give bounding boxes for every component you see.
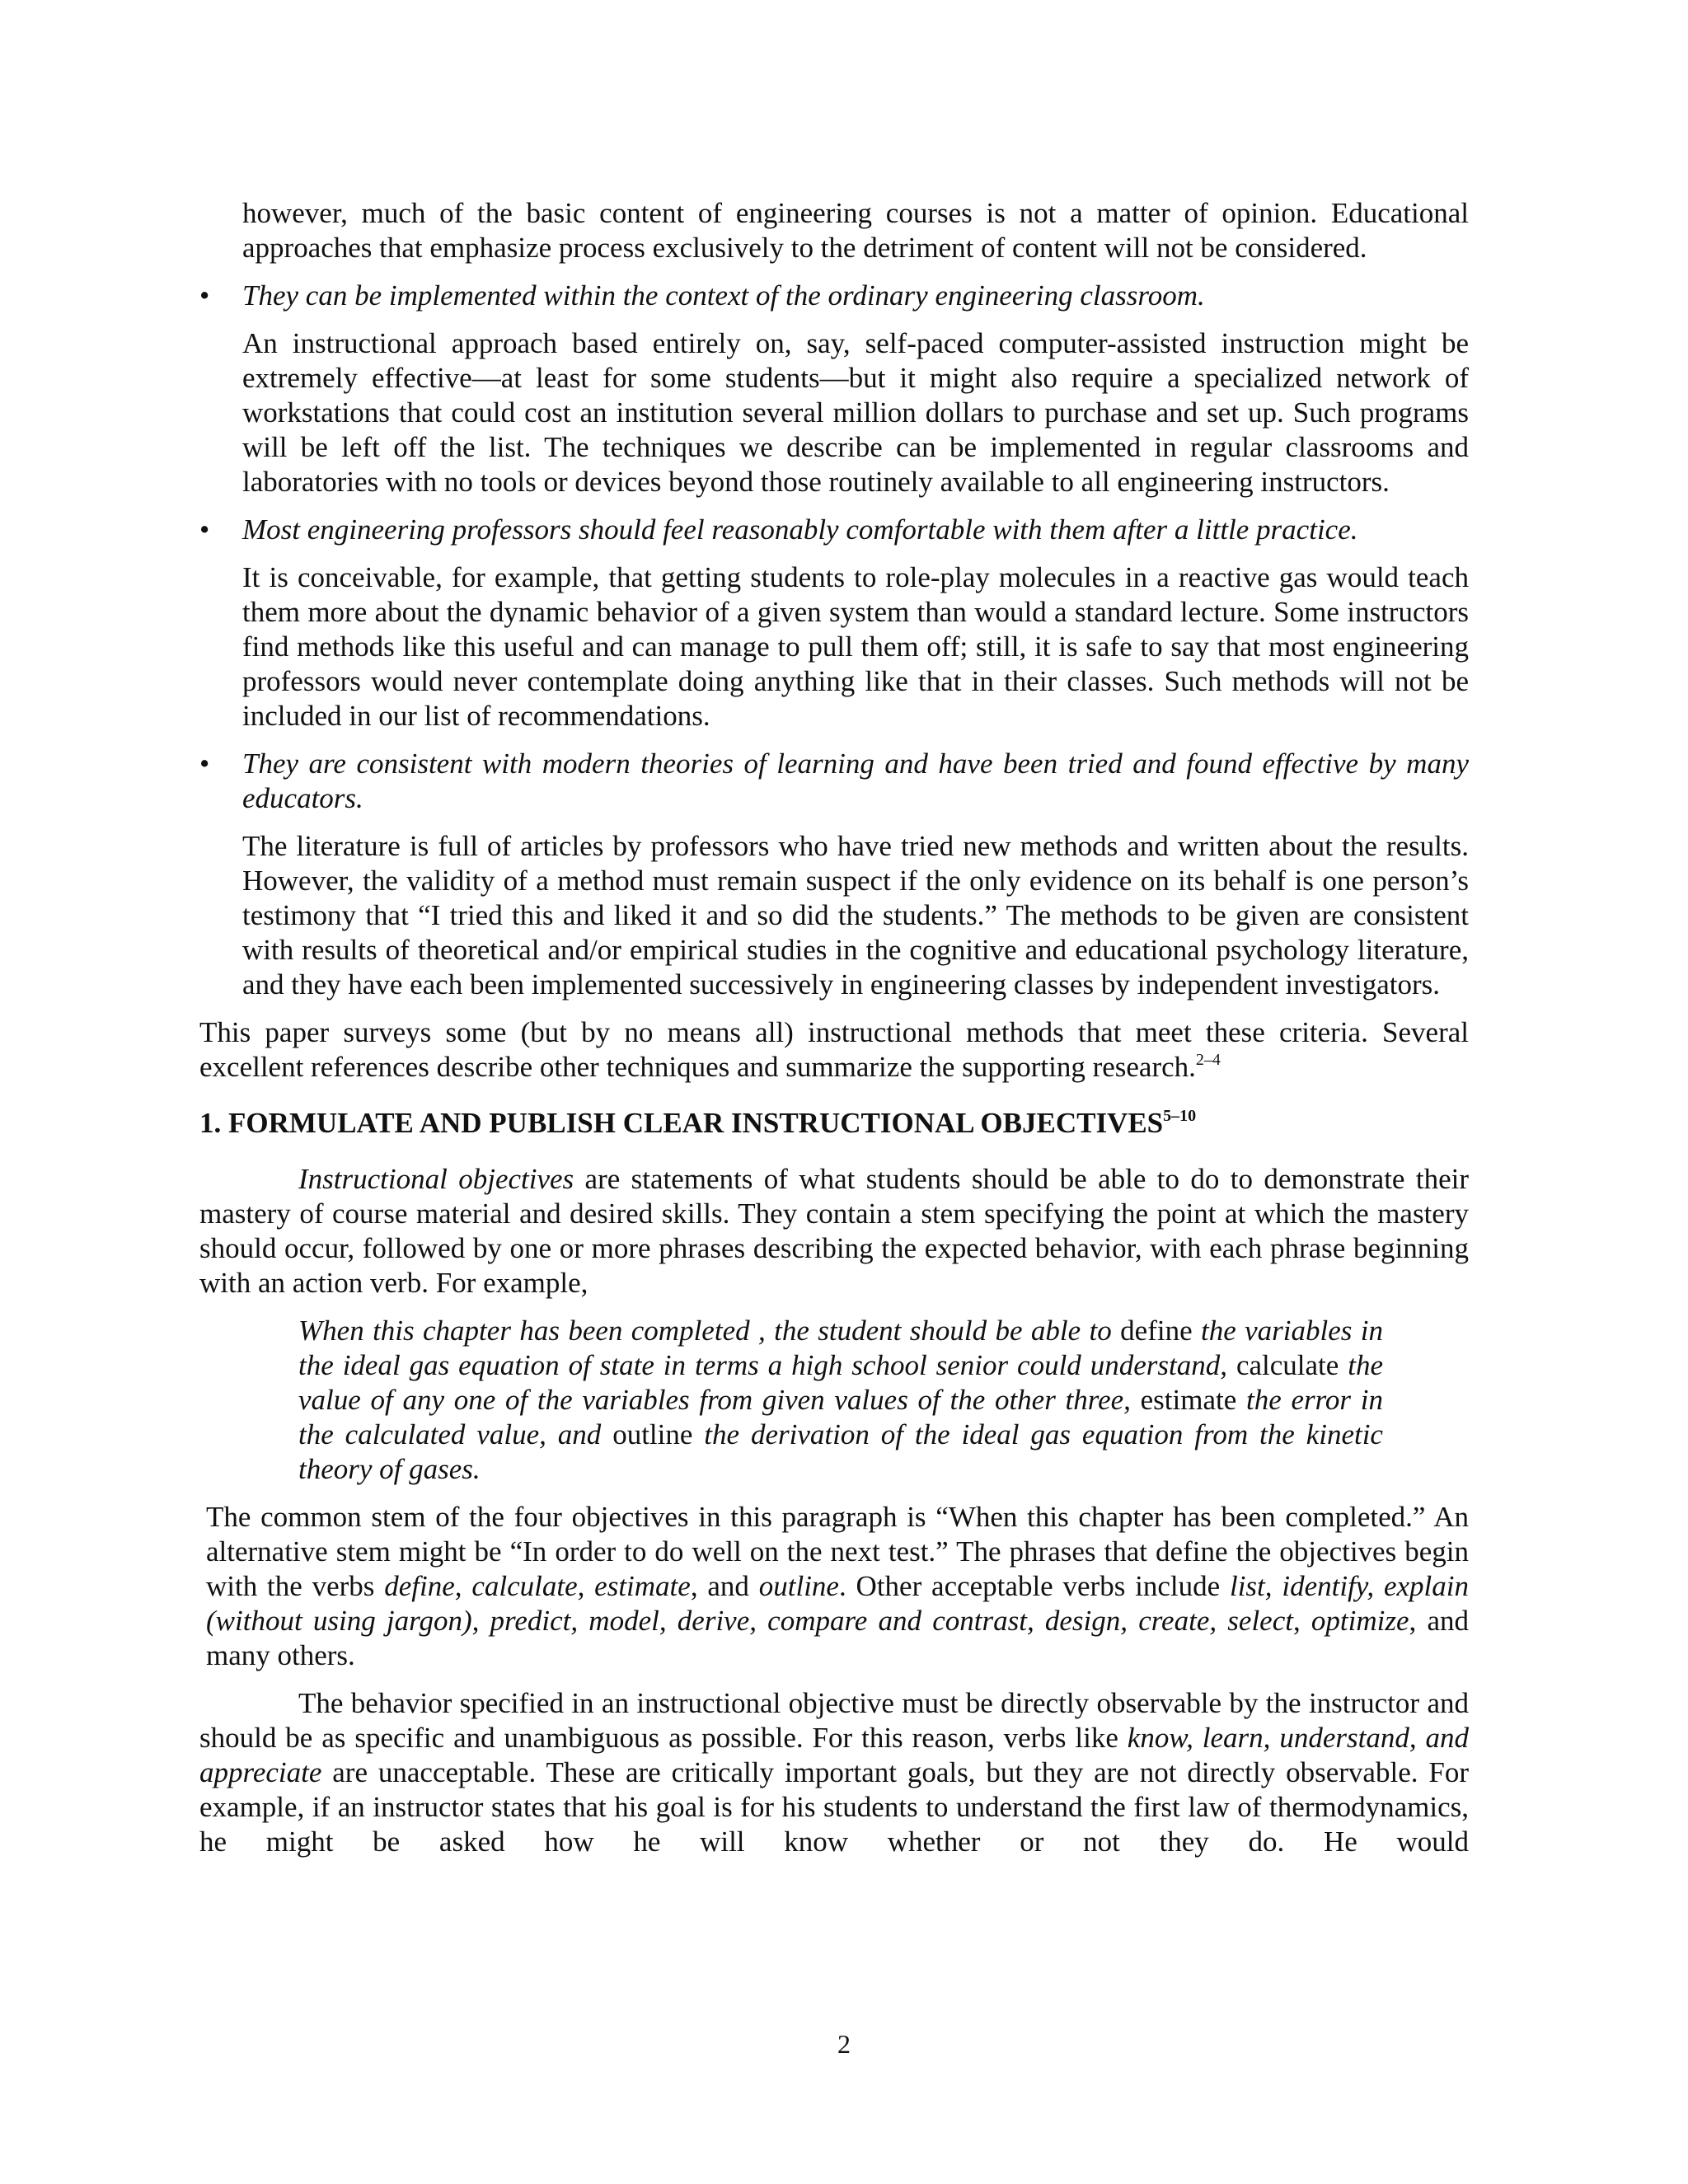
bullet-item (199, 747, 1469, 816)
bullet-heading: They are consistent with modern theories of learning and have been tried and found effective by many educators. (242, 748, 1469, 814)
section-title: 1. FORMULATE AND PUBLISH CLEAR INSTRUCTIONAL OBJECTIVES (199, 1107, 1164, 1139)
bullet-dot-icon: • (199, 279, 210, 312)
bullet-heading: They can be implemented within the context of the ordinary engineering classroom. (242, 279, 1205, 312)
action-verb: calculate (1236, 1349, 1339, 1381)
action-verb: estimate (1140, 1384, 1237, 1416)
example-objective-block: When this chapter has been completed , the student should be able to define the variables in the ideal gas equation of state in terms a high school senior could understand, calculate the value of any one of the variables from given values of the other three, estimate the error in the calculated value, and outline the derivation of the ideal gas equation from the kinetic theory of gases. (298, 1315, 1383, 1485)
behavior-paragraph: The behavior specified in an instructional objective must be directly observable by the instructor and should be as specific and unambiguous as possible. For this reason, verbs like know, learn, understand, and appreciate are unacceptable. These are critically important goals, but they are not directly observable. For example, if an instructor states that his goal is for his students to understand the first law of thermodynamics, he might be asked how he will know whether or not they do. He would (199, 1687, 1469, 1858)
citation: 5–10 (1163, 1107, 1197, 1125)
action-verb: outline (612, 1418, 693, 1451)
stem-paragraph: The common stem of the four objectives in this paragraph is “When this chapter has been completed.” An alternative stem might be “In order to do well on the next test.” The phrases that define the objectives begin with the verbs define, calculate, estimate, and outline. Other acceptable verbs include list, identify, explain (without using jargon), predict, model, derive, compare and contrast, design, create, select, optimize, and many others. (206, 1501, 1470, 1671)
citation: 2–4 (1195, 1051, 1221, 1069)
bullet-body: It is conceivable, for example, that getting students to role-play molecules in a reactive gas would teach them more about the dynamic behavior of a given system than would a standard lecture. Some instructors find methods like this useful and can manage to pull them off; still, it is safe to say that most engineering professors would never contemplate doing anything like that in their classes. Such methods will not be included in our list of recommendations. (242, 561, 1469, 732)
bullet-dot-icon: • (199, 513, 210, 546)
bullet-item (199, 513, 1469, 547)
bullet-item (199, 279, 1469, 313)
bullet-heading: Most engineering professors should feel reasonably comfortable with them after a little practice. (242, 513, 1358, 546)
bullet-dot-icon: • (199, 748, 210, 780)
survey-paragraph (199, 1015, 1469, 1085)
survey-text: This paper surveys some (but by no means all) instructional methods that meet these criteria. Several excellent references describe other techniques and summarize the supporting research. (199, 1016, 1469, 1083)
action-verb: define (1120, 1315, 1193, 1347)
bullet-body: The literature is full of articles by professors who have tried new methods and written about the results. However, the validity of a method must remain suspect if the only evidence on its behalf is one person’s testimony that “I tried this and liked it and so did the students.” The methods to be given are consistent with results of theoretical and/or empirical studies in the cognitive and educational psychology literature, and they have each been implemented successively in engineering classes by independent investigators. (242, 830, 1469, 1001)
page-number: 2 (837, 2029, 851, 2059)
objectives-paragraph: Instructional objectives are statements of what students should be able to do to demonstrate their mastery of course material and desired skills. They contain a stem specifying the point at which the mastery should occur, followed by one or more phrases describing the expected behavior, with each phrase beginning with an action verb. For example, (199, 1163, 1469, 1299)
bullet-body: An instructional approach based entirely on, say, self-paced computer-assisted instruction might be extremely effective—at least for some students—but it might also require a specialized network of workstations that could cost an institution several million dollars to purchase and set up. Such programs will be left off the list. The techniques we describe can be implemented in regular classrooms and laboratories with no tools or devices beyond those routinely available to all engineering instructors. (242, 327, 1469, 498)
page-body (199, 196, 1469, 1859)
continuation-paragraph: however, much of the basic content of engineering courses is not a matter of opinion. Educational approaches that emphasize process exclusively to the detriment of content will not be considered. (242, 197, 1469, 264)
section-heading (199, 1106, 1469, 1141)
defined-term: Instructional objectives (298, 1163, 574, 1195)
